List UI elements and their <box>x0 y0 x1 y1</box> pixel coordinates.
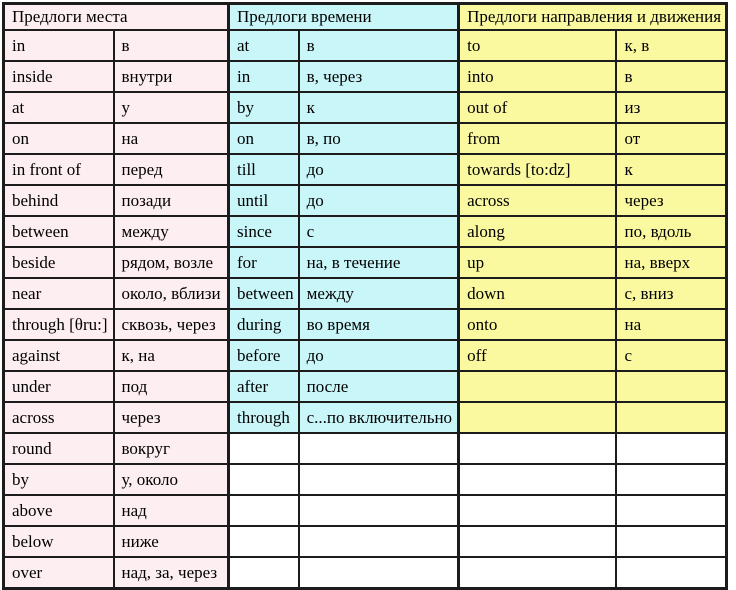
cell-time-en: during <box>229 309 299 340</box>
cell-time-ru: с...по включительно <box>299 402 459 433</box>
cell-time-ru: после <box>299 371 459 402</box>
cell-place-en: on <box>4 123 114 154</box>
cell-time-ru: к <box>299 92 459 123</box>
cell-time-ru: с <box>299 216 459 247</box>
cell-direction-en: up <box>459 247 617 278</box>
cell-direction-ru: на, вверх <box>616 247 726 278</box>
cell-time-en: by <box>229 92 299 123</box>
cell-time-ru: во время <box>299 309 459 340</box>
cell-direction-en <box>459 464 617 495</box>
cell-time-en: till <box>229 154 299 185</box>
cell-direction-ru: в <box>616 61 726 92</box>
table-row <box>4 123 727 154</box>
cell-place-ru: сквозь, через <box>114 309 229 340</box>
page <box>0 2 736 589</box>
cell-time-en <box>229 433 299 464</box>
cell-direction-ru: к, в <box>616 30 726 61</box>
cell-place-ru: у, около <box>114 464 229 495</box>
cell-time-en <box>229 495 299 526</box>
table-row <box>4 464 727 495</box>
cell-time-en: at <box>229 30 299 61</box>
cell-place-ru: рядом, возле <box>114 247 229 278</box>
table-row <box>4 309 727 340</box>
cell-time-ru <box>299 526 459 557</box>
header-place: Предлоги места <box>4 4 229 31</box>
table-row <box>4 495 727 526</box>
cell-time-ru: на, в течение <box>299 247 459 278</box>
table-row <box>4 30 727 61</box>
cell-direction-ru <box>616 557 726 589</box>
cell-place-ru: между <box>114 216 229 247</box>
cell-place-ru: позади <box>114 185 229 216</box>
cell-time-ru <box>299 557 459 589</box>
cell-time-en <box>229 464 299 495</box>
cell-place-en: by <box>4 464 114 495</box>
cell-direction-en: out of <box>459 92 617 123</box>
cell-place-en: behind <box>4 185 114 216</box>
cell-direction-en <box>459 371 617 402</box>
cell-direction-ru: от <box>616 123 726 154</box>
cell-time-ru <box>299 495 459 526</box>
cell-place-ru: над <box>114 495 229 526</box>
cell-place-en: in <box>4 30 114 61</box>
cell-direction-en: across <box>459 185 617 216</box>
cell-place-en: across <box>4 402 114 433</box>
cell-time-en: on <box>229 123 299 154</box>
cell-time-ru: в, по <box>299 123 459 154</box>
cell-direction-ru: через <box>616 185 726 216</box>
table-row <box>4 216 727 247</box>
cell-place-ru: на <box>114 123 229 154</box>
cell-place-ru: в <box>114 30 229 61</box>
cell-direction-ru: на <box>616 309 726 340</box>
cell-place-ru: через <box>114 402 229 433</box>
table-row <box>4 526 727 557</box>
cell-direction-ru <box>616 526 726 557</box>
cell-place-en: between <box>4 216 114 247</box>
cell-direction-ru: с, вниз <box>616 278 726 309</box>
cell-time-en <box>229 526 299 557</box>
prepositions-table <box>2 2 728 590</box>
cell-direction-en <box>459 433 617 464</box>
cell-place-ru: перед <box>114 154 229 185</box>
cell-direction-ru <box>616 371 726 402</box>
table-row <box>4 340 727 371</box>
cell-time-en: through <box>229 402 299 433</box>
table-row <box>4 278 727 309</box>
cell-direction-en: into <box>459 61 617 92</box>
cell-place-ru: около, вблизи <box>114 278 229 309</box>
cell-time-ru <box>299 464 459 495</box>
cell-direction-en: along <box>459 216 617 247</box>
cell-place-en: below <box>4 526 114 557</box>
cell-time-en: after <box>229 371 299 402</box>
cell-time-en: until <box>229 185 299 216</box>
table-row <box>4 371 727 402</box>
cell-time-ru: в, через <box>299 61 459 92</box>
table-row <box>4 154 727 185</box>
cell-place-ru: у <box>114 92 229 123</box>
cell-place-en: in front of <box>4 154 114 185</box>
cell-direction-ru: с <box>616 340 726 371</box>
cell-place-en: through [θru:] <box>4 309 114 340</box>
cell-place-en: over <box>4 557 114 589</box>
table-body <box>4 30 727 589</box>
cell-place-en: beside <box>4 247 114 278</box>
table-row <box>4 92 727 123</box>
cell-place-en: above <box>4 495 114 526</box>
cell-time-ru: до <box>299 154 459 185</box>
cell-direction-en: down <box>459 278 617 309</box>
cell-place-ru: над, за, через <box>114 557 229 589</box>
cell-direction-en: to <box>459 30 617 61</box>
cell-direction-ru <box>616 433 726 464</box>
cell-direction-ru: к <box>616 154 726 185</box>
cell-time-en: between <box>229 278 299 309</box>
cell-place-en: under <box>4 371 114 402</box>
cell-time-ru: в <box>299 30 459 61</box>
cell-place-en: round <box>4 433 114 464</box>
table-row <box>4 402 727 433</box>
cell-direction-en <box>459 557 617 589</box>
cell-direction-ru: по, вдоль <box>616 216 726 247</box>
cell-direction-en: off <box>459 340 617 371</box>
table-row <box>4 557 727 589</box>
cell-place-en: at <box>4 92 114 123</box>
cell-time-ru <box>299 433 459 464</box>
cell-direction-ru <box>616 495 726 526</box>
cell-direction-ru: из <box>616 92 726 123</box>
cell-place-ru: вокруг <box>114 433 229 464</box>
cell-time-en: before <box>229 340 299 371</box>
cell-direction-en: from <box>459 123 617 154</box>
header-direction: Предлоги направления и движения <box>459 4 727 31</box>
cell-direction-ru <box>616 464 726 495</box>
cell-time-en: since <box>229 216 299 247</box>
cell-place-en: near <box>4 278 114 309</box>
cell-direction-en <box>459 526 617 557</box>
cell-direction-en: onto <box>459 309 617 340</box>
cell-place-en: inside <box>4 61 114 92</box>
cell-time-en <box>229 557 299 589</box>
header-row <box>4 4 727 31</box>
cell-place-ru: к, на <box>114 340 229 371</box>
cell-direction-en: towards [to:dz] <box>459 154 617 185</box>
table-row <box>4 61 727 92</box>
cell-place-ru: ниже <box>114 526 229 557</box>
cell-time-en: for <box>229 247 299 278</box>
cell-direction-en <box>459 495 617 526</box>
cell-direction-ru <box>616 402 726 433</box>
cell-place-ru: под <box>114 371 229 402</box>
cell-time-ru: до <box>299 185 459 216</box>
cell-place-en: against <box>4 340 114 371</box>
table-row <box>4 185 727 216</box>
cell-place-ru: внутри <box>114 61 229 92</box>
cell-direction-en <box>459 402 617 433</box>
cell-time-ru: между <box>299 278 459 309</box>
header-time: Предлоги времени <box>229 4 459 31</box>
cell-time-en: in <box>229 61 299 92</box>
table-row <box>4 433 727 464</box>
table-row <box>4 247 727 278</box>
cell-time-ru: до <box>299 340 459 371</box>
